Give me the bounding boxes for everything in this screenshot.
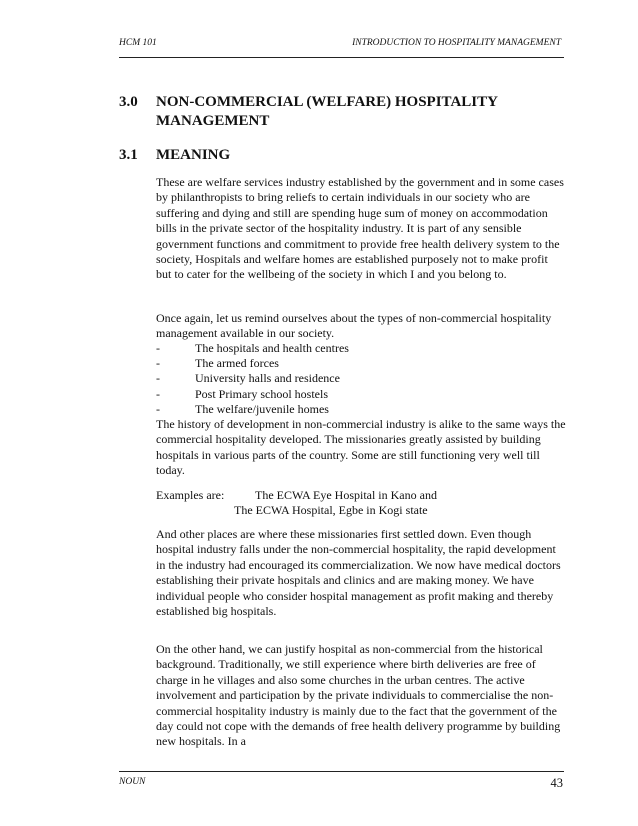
paragraph-meaning: These are welfare services industry established by the government and in some cases by philanthropists to bring reliefs to certain individuals in our society who are suffering and dying and still are spending huge sum of money on accommodation bills in the private sector of the hospitality industry. It is part of any sensible government functions and commitment to provide free health delivery system to the society, Hospitals and welfare homes are established purposely not to make profit but to cater for the wellbeing of the society in which I and you belong to. bbox=[156, 175, 564, 282]
list-item bbox=[156, 341, 556, 356]
example-row bbox=[156, 488, 556, 503]
example-item: The ECWA Eye Hospital in Kano and bbox=[255, 488, 437, 502]
list-item bbox=[156, 356, 556, 371]
course-code: HCM 101 bbox=[119, 38, 157, 48]
list-item bbox=[156, 371, 556, 386]
section-number: 3.0 bbox=[119, 94, 138, 110]
types-list bbox=[156, 341, 556, 417]
list-item bbox=[156, 387, 556, 402]
list-item-text: University halls and residence bbox=[195, 371, 340, 386]
list-marker: - bbox=[156, 371, 160, 386]
list-item-text: Post Primary school hostels bbox=[195, 386, 329, 401]
header-divider bbox=[119, 57, 564, 58]
list-marker: - bbox=[156, 341, 160, 355]
list-item-text: The welfare/juvenile homes bbox=[195, 401, 329, 416]
examples-block bbox=[156, 488, 556, 519]
example-item: The ECWA Hospital, Egbe in Kogi state bbox=[234, 503, 428, 518]
list-item-text: The hospitals and health centres bbox=[195, 341, 349, 355]
examples-lead: Examples are: bbox=[156, 488, 225, 502]
paragraph-commercialization: And other places are where these missionaries first settled down. Even though hospital industry falls under the non-commercial hospitality, the rapid development in the industry had encouraged its commercialization. We now have medical doctors establishing their private hospitals and clinics and are making money. We have individual people who consider hospital management as profit making and thereby established big hospitals. bbox=[156, 527, 561, 619]
list-item bbox=[156, 402, 556, 417]
paragraph-types-intro: Once again, let us remind ourselves about the types of non-commercial hospitality management available in our society. bbox=[156, 311, 552, 341]
page-number: 43 bbox=[550, 776, 563, 790]
list-marker: - bbox=[156, 401, 160, 416]
paragraph-history: The history of development in non-commercial industry is alike to the same ways the commercial hospitality developed. The missionaries greatly assisted by building hospitals in various parts of the country. Some are still functioning very well till today. bbox=[156, 417, 566, 478]
section-number: 3.1 bbox=[119, 147, 138, 163]
example-row bbox=[156, 503, 556, 518]
list-marker: - bbox=[156, 356, 160, 371]
section-title: MEANING bbox=[156, 147, 231, 163]
footer-label: NOUN bbox=[119, 777, 146, 787]
list-item-text: The armed forces bbox=[195, 356, 279, 371]
list-marker: - bbox=[156, 386, 160, 401]
course-title: INTRODUCTION TO HOSPITALITY MANAGEMENT bbox=[352, 38, 561, 48]
section-title: NON-COMMERCIAL (WELFARE) HOSPITALITY MANAGEMENT bbox=[156, 94, 498, 129]
paragraph-justification: On the other hand, we can justify hospital as non-commercial from the historical background. Traditionally, we still experience where birth deliveries are free of charge in he villages and also some churches in the urban centres. The active involvement and participation by the private individuals to commercialise the non-commercial hospitality industry is mainly due to the fact that the government of the day could not cope with the demands of free health delivery programme by building new hospitals. In a bbox=[156, 642, 561, 749]
footer-divider bbox=[119, 771, 564, 772]
